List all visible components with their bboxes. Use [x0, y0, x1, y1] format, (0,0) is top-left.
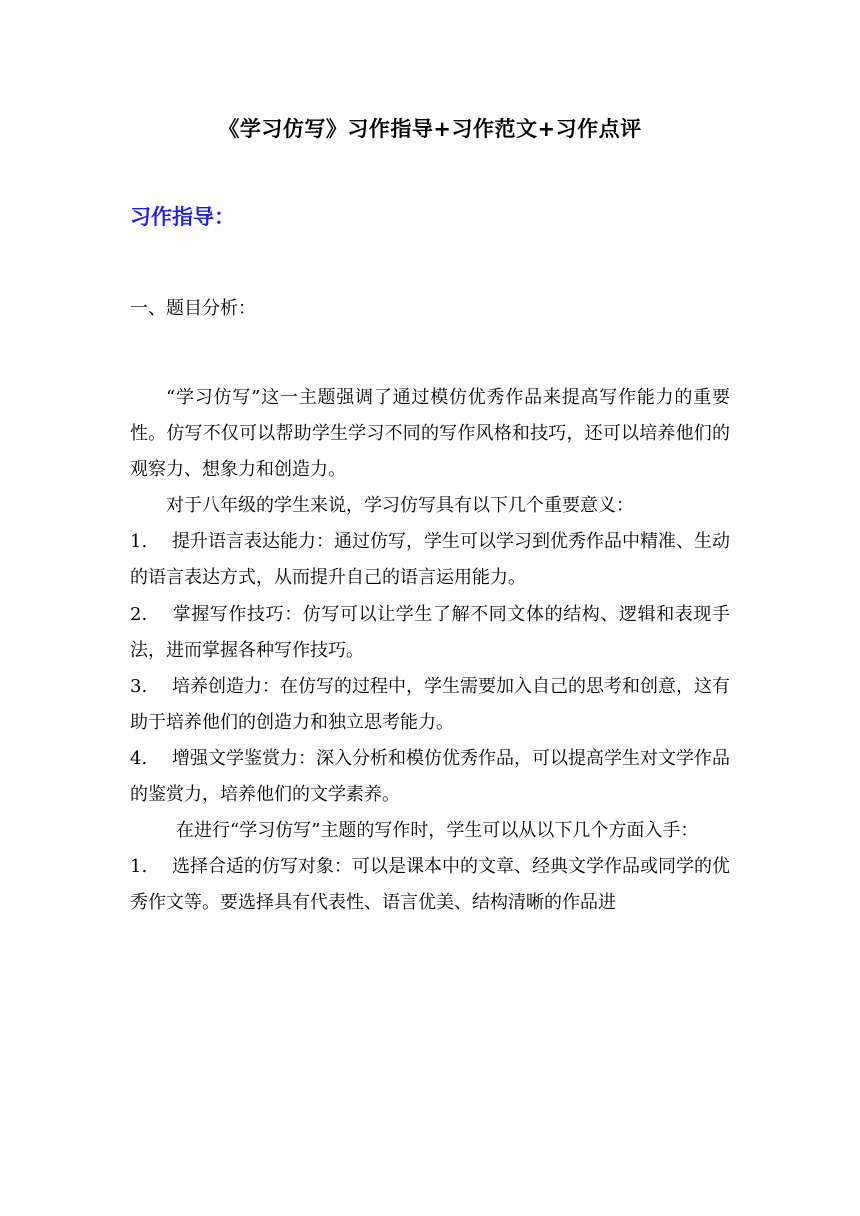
list-item-text: 增强文学鉴赏力：深入分析和模仿优秀作品，可以提高学生对文学作品的鉴赏力，培养他们的文学素养。: [130, 747, 730, 806]
body-text: [130, 380, 730, 921]
list-item-significance-3: [130, 669, 730, 741]
list-number: 1.: [130, 856, 148, 878]
list-item-significance-1: [130, 524, 730, 596]
significance-lead-text: 对于八年级的学生来说，学习仿写具有以下几个重要意义：: [166, 495, 634, 517]
list-item-approach-1: [130, 849, 730, 921]
list-number: 2.: [130, 603, 148, 625]
approach-lead: [130, 813, 730, 849]
section-heading-guidance: 习作指导：: [130, 205, 235, 229]
list-item-significance-2: [130, 597, 730, 669]
list-item-text: 提升语言表达能力：通过仿写，学生可以学习到优秀作品中精准、生动的语言表达方式，从而提升自己的语言运用能力。: [130, 531, 730, 589]
significance-lead: [130, 488, 730, 524]
list-item-text: 培养创造力：在仿写的过程中，学生需要加入自己的思考和创意，这有助于培养他们的创造力和独立思考能力。: [130, 675, 730, 733]
sub-heading-topic-analysis: 一、题目分析：: [130, 298, 256, 319]
intro-text: “学习仿写”这一主题强调了通过模仿优秀作品来提高写作能力的重要性。仿写不仅可以帮助学生学习不同的写作风格和技巧，还可以培养他们的观察力、想象力和创造力。: [130, 387, 730, 481]
list-number: 4.: [130, 747, 148, 769]
list-number: 3.: [130, 675, 148, 697]
list-item-text: 掌握写作技巧：仿写可以让学生了解不同文体的结构、逻辑和表现手法，进而掌握各种写作技巧。: [130, 603, 730, 661]
approach-lead-text: 在进行“学习仿写”主题的写作时，学生可以从以下几个方面入手：: [176, 820, 699, 842]
list-item-significance-4: [130, 741, 730, 813]
document-title: 《学习仿写》习作指导+习作范文+习作点评: [218, 117, 642, 141]
intro-paragraph: [130, 380, 730, 488]
list-number: 1.: [130, 531, 148, 553]
list-item-text: 选择合适的仿写对象：可以是课本中的文章、经典文学作品或同学的优秀作文等。要选择具有代表性、语言优美、结构清晰的作品进: [130, 856, 730, 914]
